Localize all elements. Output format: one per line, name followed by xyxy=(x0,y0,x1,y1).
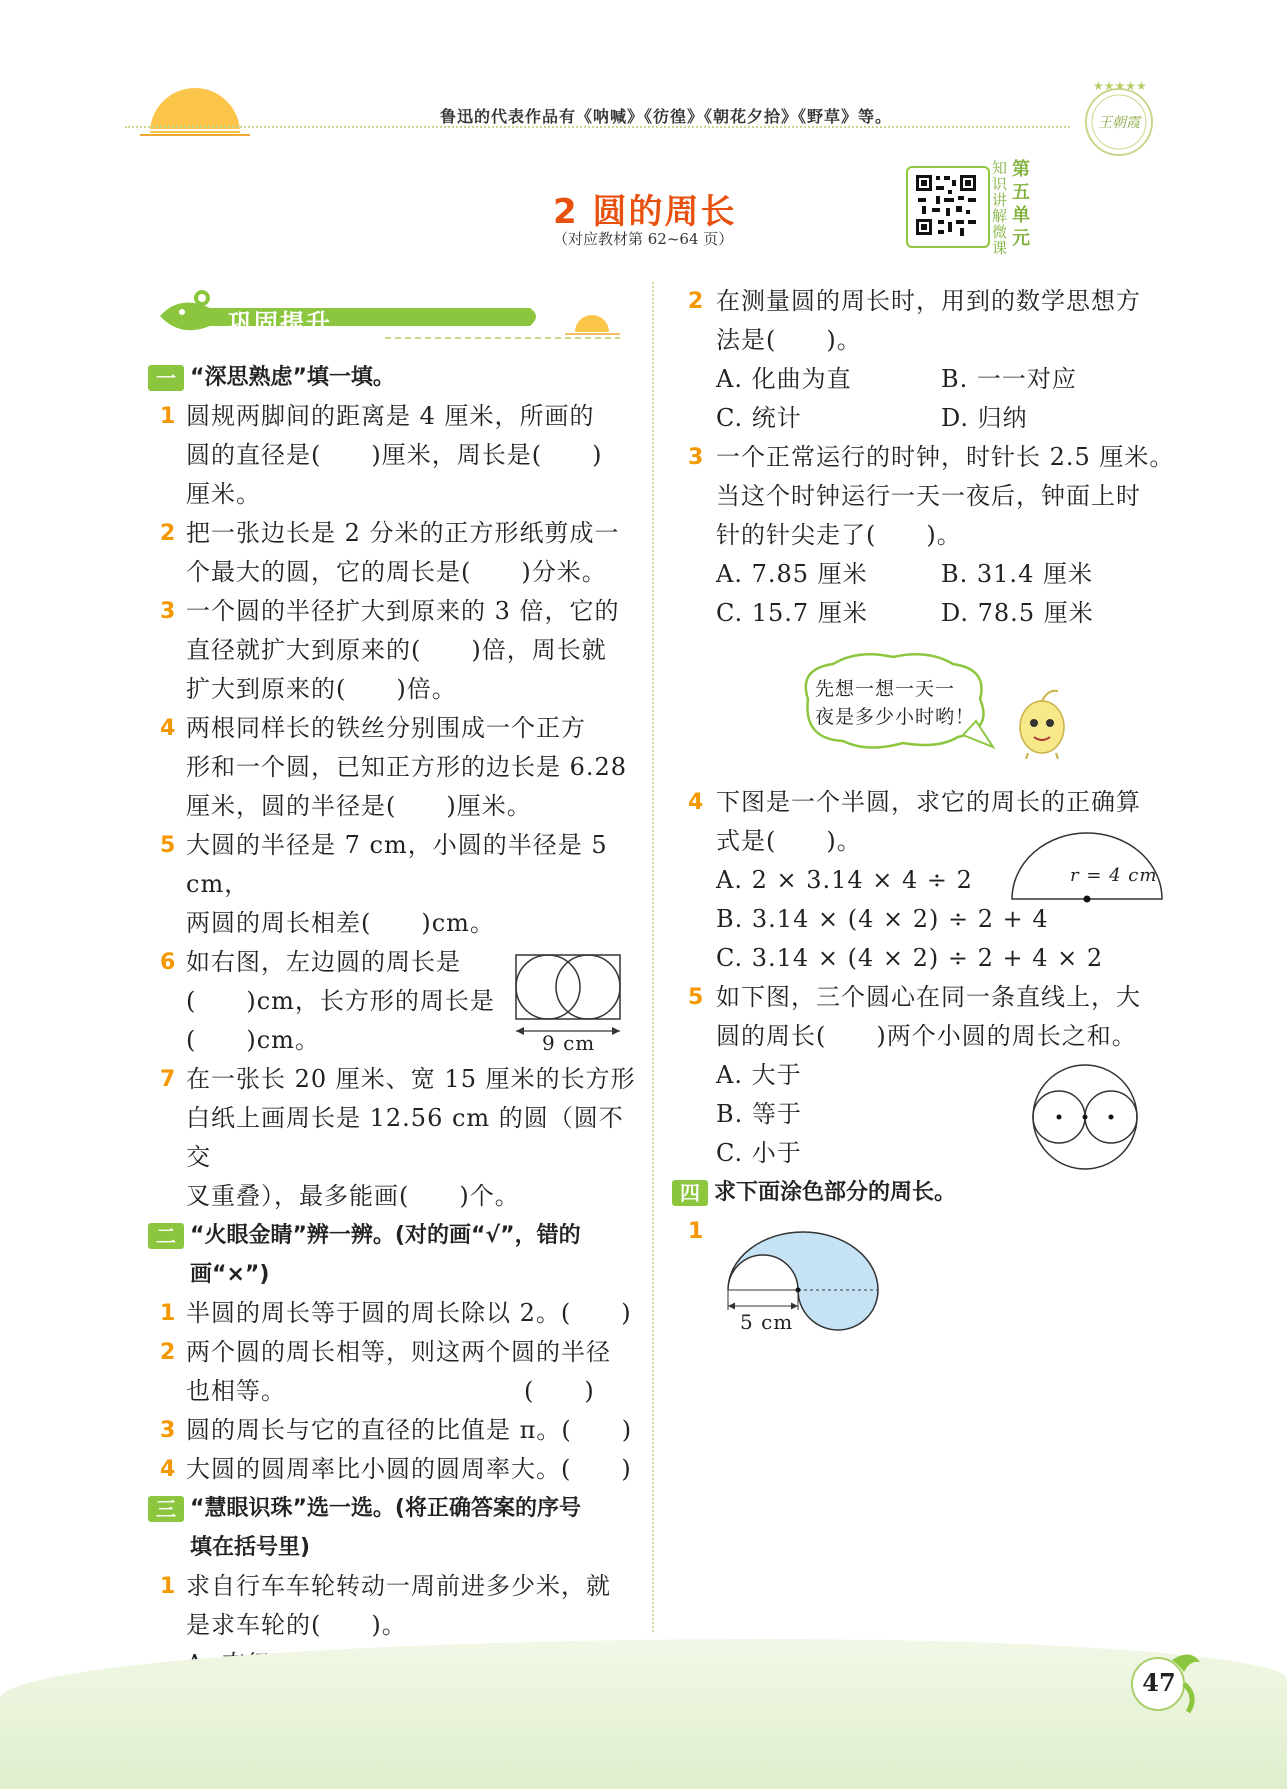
question-line: 圆规两脚间的距离是 4 厘米，所画的 xyxy=(186,402,595,430)
judge-question-4 xyxy=(148,1450,638,1489)
question-number: 4 xyxy=(160,1457,177,1482)
section-title: 求下面涂色部分的周长。 xyxy=(714,1180,957,1205)
banner-label: 巩固提升 xyxy=(228,309,332,337)
section-title: “深思熟虑”填一填。 xyxy=(190,365,395,390)
question-number: 5 xyxy=(160,833,177,858)
hint-bubble xyxy=(788,649,998,745)
perimeter-question-1 xyxy=(678,1212,1178,1342)
hint-line: 夜是多少小时哟！ xyxy=(815,706,976,728)
question-line: 在一张长 20 厘米、宽 15 厘米的长方形 xyxy=(186,1065,636,1093)
semicircle-figure xyxy=(1008,827,1166,913)
question-number: 1 xyxy=(688,1219,705,1244)
question-line: 式是( )。 xyxy=(716,827,862,855)
page-subtitle: （对应教材第 62~64 页） xyxy=(553,230,734,248)
question-number: 1 xyxy=(160,1574,177,1599)
question-line: 是求车轮的( )。 xyxy=(186,1611,407,1639)
question-line: 半圆的周长等于圆的周长除以 2。( ) xyxy=(186,1299,632,1327)
section-one-heading xyxy=(148,358,638,397)
question-line: 圆的周长( )两个小圆的周长之和。 xyxy=(716,1022,1137,1050)
section-badge: 一 xyxy=(148,365,184,391)
page-number: 47 xyxy=(1142,1668,1176,1697)
question-line: 两个圆的周长相等，则这两个圆的半径 xyxy=(186,1338,611,1366)
figure-label: 9 cm xyxy=(542,1031,596,1055)
question-line: 厘米，圆的半径是( )厘米。 xyxy=(186,792,532,820)
fill-question-7 xyxy=(148,1060,638,1216)
figure-label: r = 4 cm xyxy=(1070,865,1158,886)
question-line: 如右图，左边圆的周长是 xyxy=(186,948,461,976)
question-line: 针的针尖走了( )。 xyxy=(716,521,962,549)
qr-code xyxy=(906,166,990,248)
question-line: 两根同样长的铁丝分别围成一个正方 xyxy=(186,714,586,742)
hint-line: 先想一想一天一 xyxy=(815,678,956,700)
choice-question-4 xyxy=(678,783,1178,978)
choice-option: B. 31.4 厘米 xyxy=(941,560,1093,588)
choice-option: C. 15.7 厘米 xyxy=(716,599,868,627)
choice-option: D. 归纳 xyxy=(941,404,1028,432)
question-number: 4 xyxy=(160,716,177,741)
question-number: 1 xyxy=(160,1301,177,1326)
question-number: 5 xyxy=(688,985,705,1010)
question-line: 在测量圆的周长时，用到的数学思想方 xyxy=(716,287,1141,315)
choice-option: C. 小于 xyxy=(716,1139,802,1167)
question-line: ( )cm，长方形的周长是 xyxy=(186,987,495,1015)
question-line: 个最大的圆，它的周长是( )分米。 xyxy=(186,558,607,586)
micro-lesson-tag: 知识讲解微课 xyxy=(992,159,1008,257)
two-circles-rectangle-figure xyxy=(510,951,626,1061)
question-line: 叉重叠），最多能画( )个。 xyxy=(186,1182,520,1210)
question-line: 一个圆的半径扩大到原来的 3 倍，它的 xyxy=(186,597,620,625)
question-line: 把一张边长是 2 分米的正方形纸剪成一 xyxy=(186,519,620,547)
question-line: 下图是一个半圆，求它的周长的正确算 xyxy=(716,788,1141,816)
choice-option: A. 大于 xyxy=(716,1061,802,1089)
choice-option: A. 化曲为直 xyxy=(716,365,852,393)
fill-question-5 xyxy=(148,826,638,943)
question-line: 法是( )。 xyxy=(716,326,862,354)
section-title-cont: 填在括号里) xyxy=(190,1535,311,1560)
choice-question-5 xyxy=(678,978,1178,1173)
question-number: 4 xyxy=(688,790,705,815)
section-title: “慧眼识珠”选一选。(将正确答案的序号 xyxy=(190,1496,581,1521)
choice-option: A. 7.85 厘米 xyxy=(716,560,868,588)
choice-question-3 xyxy=(678,438,1178,633)
section-four-heading xyxy=(672,1173,1178,1212)
judge-question-3 xyxy=(148,1411,638,1450)
question-line: ( )cm。 xyxy=(186,1026,320,1054)
question-line: 圆的直径是( )厘米，周长是( ) xyxy=(186,441,603,469)
question-line: 形和一个圆，已知正方形的边长是 6.28 xyxy=(186,753,628,781)
choice-option: C. 3.14 × (4 × 2) ÷ 2 + 4 × 2 xyxy=(716,944,1104,972)
choice-option: A. 2 × 3.14 × 4 ÷ 2 xyxy=(716,866,973,894)
page-title: 2 圆的周长 xyxy=(553,192,737,232)
question-line: 厘米。 xyxy=(186,480,261,508)
svg-text:★★★★★: ★★★★★ xyxy=(1093,79,1147,93)
judge-question-2 xyxy=(148,1333,638,1411)
section-badge: 三 xyxy=(148,1496,184,1522)
publisher-logo xyxy=(1080,76,1158,158)
question-line: 圆的周长与它的直径的比值是 π。( ) xyxy=(186,1416,633,1444)
section-badge: 二 xyxy=(148,1223,184,1249)
judge-question-1 xyxy=(148,1294,638,1333)
section-title-cont: 画“×”) xyxy=(190,1262,270,1287)
question-line: 两圆的周长相差( )cm。 xyxy=(186,909,495,937)
question-line: 大圆的圆周率比小圆的圆周率大。( ) xyxy=(186,1455,632,1483)
question-line: 一个正常运行的时钟，时针长 2.5 厘米。 xyxy=(716,443,1175,471)
section-title: “火眼金睛”辨一辨。(对的画“√”，错的 xyxy=(190,1223,581,1248)
question-number: 3 xyxy=(160,1418,177,1443)
footer-background xyxy=(0,1639,1287,1789)
three-circles-figure xyxy=(1030,1062,1140,1172)
shaded-semicircles-figure xyxy=(722,1226,882,1344)
section-three-heading xyxy=(148,1489,638,1567)
question-line: 直径就扩大到原来的( )倍，周长就 xyxy=(186,636,607,664)
left-column xyxy=(148,358,638,1684)
fill-question-4 xyxy=(148,709,638,826)
fill-question-1 xyxy=(148,397,638,514)
header-quote: 鲁迅的代表作品有《呐喊》《彷徨》《朝花夕拾》《野草》等。 xyxy=(440,107,893,126)
question-line: 白纸上画周长是 12.56 cm 的圆（圆不交 xyxy=(186,1104,624,1171)
fill-question-3 xyxy=(148,592,638,709)
hint-area xyxy=(678,633,1178,783)
choice-option: B. 3.14 × (4 × 2) ÷ 2 + 4 xyxy=(716,905,1049,933)
unit-tag: 第五单元 xyxy=(1012,159,1030,249)
question-number: 2 xyxy=(160,1340,177,1365)
question-number: 2 xyxy=(688,289,705,314)
mascot-icon xyxy=(1014,683,1070,759)
column-divider xyxy=(652,282,654,1632)
question-number: 2 xyxy=(160,521,177,546)
choice-option: B. 一一对应 xyxy=(941,365,1077,393)
question-number: 1 xyxy=(160,404,177,429)
question-number: 6 xyxy=(160,950,177,975)
fill-question-2 xyxy=(148,514,638,592)
choice-option: C. 统计 xyxy=(716,404,802,432)
choice-option: D. 78.5 厘米 xyxy=(941,599,1094,627)
question-line: 也相等。 ( ) xyxy=(186,1377,595,1405)
fill-question-6 xyxy=(148,943,638,1060)
section-two-heading xyxy=(148,1216,638,1294)
question-line: 扩大到原来的( )倍。 xyxy=(186,675,457,703)
question-line: 如下图，三个圆心在同一条直线上，大 xyxy=(716,983,1141,1011)
question-line: 大圆的半径是 7 cm，小圆的半径是 5 cm， xyxy=(186,831,608,898)
choice-question-2 xyxy=(678,282,1178,438)
consolidate-banner xyxy=(150,286,620,342)
header-sun-decoration xyxy=(140,78,250,138)
figure-label: 5 cm xyxy=(740,1310,794,1334)
question-number: 3 xyxy=(160,599,177,624)
right-column xyxy=(678,282,1178,1342)
section-badge: 四 xyxy=(672,1180,708,1206)
question-line: 当这个时钟运行一天一夜后，钟面上时 xyxy=(716,482,1141,510)
question-number: 7 xyxy=(160,1067,177,1092)
question-number: 3 xyxy=(688,445,705,470)
choice-option: B. 等于 xyxy=(716,1100,802,1128)
question-line: 求自行车车轮转动一周前进多少米，就 xyxy=(186,1572,611,1600)
logo-text: 王朝霞 xyxy=(1098,115,1140,131)
